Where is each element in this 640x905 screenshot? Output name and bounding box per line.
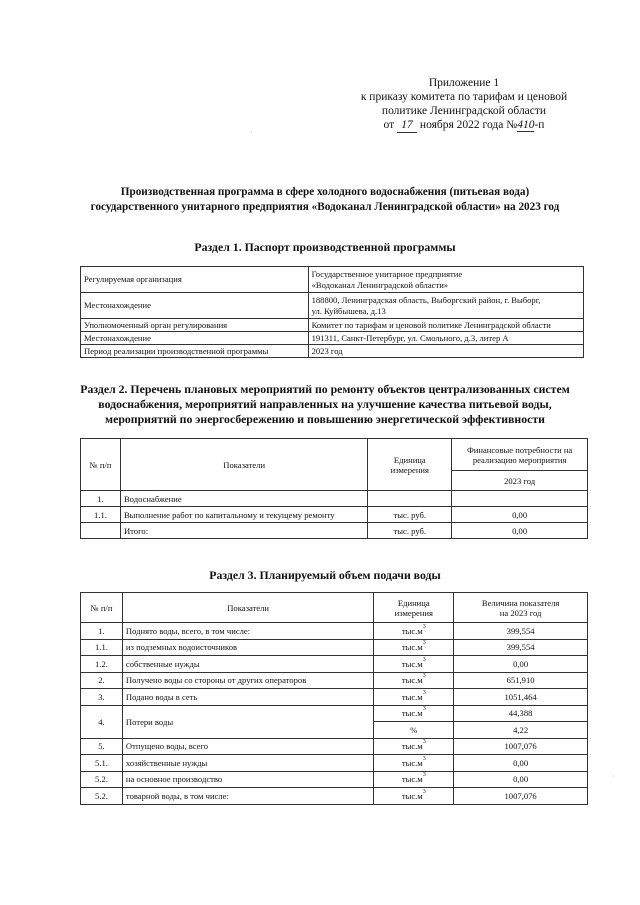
row-unit [374,755,454,772]
header-indicator: Показатели [122,593,373,623]
row-value: 0,00 [452,507,588,523]
row-num: 5.2. [81,788,123,805]
row-num: 1.1. [81,639,123,656]
table-row [81,771,588,788]
table-row [81,293,584,319]
appendix-block [352,76,576,133]
section-3-heading: Раздел 3. Планируемый объем подачи воды [209,568,441,582]
table-row [81,656,588,673]
row-value: 44,388 [454,705,588,722]
passport-value-line: «Водоканал Ленинградской области» [311,279,449,290]
row-unit [374,689,454,706]
appendix-line-1: Приложение 1 [428,77,500,89]
row-value: 399,554 [454,623,588,640]
row-label: товарной воды, в том числе: [122,788,373,805]
header-num: № п/п [81,593,123,623]
row-value: 0,00 [454,771,588,788]
unit-exponent: 3 [422,656,426,663]
row-value: 4,22 [454,722,588,739]
unit-exponent: 3 [422,739,426,746]
table-row [81,738,588,755]
row-num: 2. [81,672,123,689]
row-value: 0,00 [454,755,588,772]
row-value: 651,910 [454,672,588,689]
table-row [81,491,588,507]
passport-value [308,293,583,319]
unit-exponent: 3 [422,640,426,647]
passport-value: 2023 год [308,345,583,358]
table-row [81,705,588,722]
row-num: 1. [81,491,121,507]
row-unit [374,705,454,722]
row-unit [374,656,454,673]
row-value: 1007,076 [454,788,588,805]
table-row [81,523,588,539]
unit-exponent: 3 [422,772,426,779]
table-row [81,345,584,358]
passport-label: Местонахождение [81,293,309,319]
row-unit: % [374,722,454,739]
unit-base: тыс.м [401,658,423,669]
table-header-row [81,439,588,471]
table-row [81,639,588,656]
row-unit [374,771,454,788]
water-supply-table [80,592,588,805]
row-num: 5.1. [81,755,123,772]
unit-base: тыс.м [401,625,423,636]
section-1-heading: Раздел 1. Паспорт производственной программы [194,240,456,254]
row-num: 3. [81,689,123,706]
passport-value [308,267,583,293]
row-label: на основное производство [122,771,373,788]
header-finance [452,439,588,471]
row-label: из подземных водоисточников [122,639,373,656]
unit-exponent: 3 [422,623,426,630]
document-title [60,185,590,214]
row-unit [374,738,454,755]
row-unit [374,623,454,640]
water-supply-body [81,623,588,805]
passport-label: Местонахождение [81,332,309,345]
header-value-line: Величина показателя [481,597,560,608]
table-row [81,672,588,689]
row-num: 4. [81,705,123,738]
unit-base: тыс.м [401,790,423,801]
table-row [81,507,588,523]
row-label: хозяйственные нужды [122,755,373,772]
passport-value-line: Государственное унитарное предприятие [311,269,463,279]
unit-exponent: 3 [422,755,426,762]
header-unit-line: Единица [397,597,430,608]
unit-exponent: 3 [422,706,426,713]
unit-base: тыс.м [401,708,423,719]
row-value: 0,00 [452,523,588,539]
unit-exponent: 3 [422,689,426,696]
header-value-line: на 2023 год [499,607,542,618]
header-unit-line: Единица [393,454,426,465]
row-label: Подано воды в сеть [122,689,373,706]
appendix-line-3: политике Ленинградской области [381,105,547,117]
unit-base: тыс.м [401,642,423,653]
appendix-month-year: ноября 2022 года № [419,119,518,131]
table-row [81,689,588,706]
title-line-1: Производственная программа в сфере холодного водоснабжения (питьевая вода) [120,186,530,198]
unit-exponent: 3 [422,673,426,680]
appendix-from: от [383,119,395,131]
row-label: Итого: [120,523,367,539]
row-value: 0,00 [454,656,588,673]
unit-exponent: 3 [422,788,426,795]
passport-label: Регулируемая организация [81,267,309,293]
table-header-row [81,593,588,623]
table-row [81,319,584,332]
appendix-line-2: к приказу комитета по тарифам и ценовой [360,91,568,103]
header-finance-line: Финансовые потребности на [466,444,573,455]
row-label: Получено воды со стороны от других операторов [122,672,373,689]
row-value [452,491,588,507]
row-label: Водоснабжение [120,491,367,507]
row-num: 1.2. [81,656,123,673]
row-num: 5.2. [81,771,123,788]
title-line-2: государственного унитарного предприятия «Водоканал Ленинградской области» на 2023 год [90,200,560,213]
passport-label: Уполномоченный орган регулирования [81,319,309,332]
section-2-heading-line: мероприятий по энергосбережению и повышению энергетической эффективности [105,412,545,426]
scan-speck: · [250,128,253,137]
row-unit: тыс. руб. [368,523,452,539]
row-label: собственные нужды [122,656,373,673]
header-unit [374,593,454,623]
table-row [81,788,588,805]
header-unit-line: измерения [394,607,433,618]
header-num: № п/п [81,439,121,491]
passport-value: 191311, Санкт-Петербург, ул. Смольного, д.3, литер А [308,332,583,345]
header-value [454,593,588,623]
unit-base: тыс.м [401,774,423,785]
row-unit [374,672,454,689]
header-finance-line: реализацию мероприятия [472,454,567,465]
row-unit [374,639,454,656]
header-unit-line: измерения [390,464,429,475]
header-year: 2023 год [452,471,588,491]
header-unit [368,439,452,491]
passport-table [80,266,584,358]
row-num: 1. [81,623,123,640]
row-value: 1051,464 [454,689,588,706]
appendix-suffix: -п [534,119,545,131]
row-num: 5. [81,738,123,755]
row-label: Потери воды [122,705,373,738]
row-label: Поднято воды, всего, в том числе: [122,623,373,640]
row-unit: тыс. руб. [368,507,452,523]
row-unit [368,491,452,507]
passport-value-line: 188800, Ленинградская область, Выборгский район, г. Выборг, [311,295,541,305]
row-value: 399,554 [454,639,588,656]
unit-base: тыс.м [401,741,423,752]
row-num [81,523,121,539]
measures-table [80,438,588,539]
appendix-number: 410 [517,119,535,131]
passport-value: Комитет по тарифам и ценовой политике Ленинградской области [308,319,583,332]
unit-base: тыс.м [401,675,423,686]
row-label: Выполнение работ по капитальному и текущему ремонту [120,507,367,523]
table-row [81,755,588,772]
row-label: Отпущено воды, всего [122,738,373,755]
scan-speck: · [612,772,615,781]
section-2-heading [60,382,590,427]
unit-base: тыс.м [401,691,423,702]
row-unit [374,788,454,805]
header-indicator: Показатели [120,439,367,491]
appendix-line-4 [352,118,576,133]
section-2-heading-line: водоснабжения, мероприятий направленных на улучшение качества питьевой воды, [98,397,552,411]
unit-base: тыс.м [401,757,423,768]
passport-label: Период реализации производственной программы [81,345,309,358]
table-row [81,623,588,640]
row-value: 1007,076 [454,738,588,755]
section-2-heading-line: Раздел 2. Перечень плановых мероприятий по ремонту объектов централизованных систем [80,382,570,396]
passport-value-line: ул. Куйбышева, д.13 [311,305,386,316]
row-num: 1.1. [81,507,121,523]
table-row [81,332,584,345]
table-row [81,267,584,293]
appendix-day: 17 [397,118,417,133]
